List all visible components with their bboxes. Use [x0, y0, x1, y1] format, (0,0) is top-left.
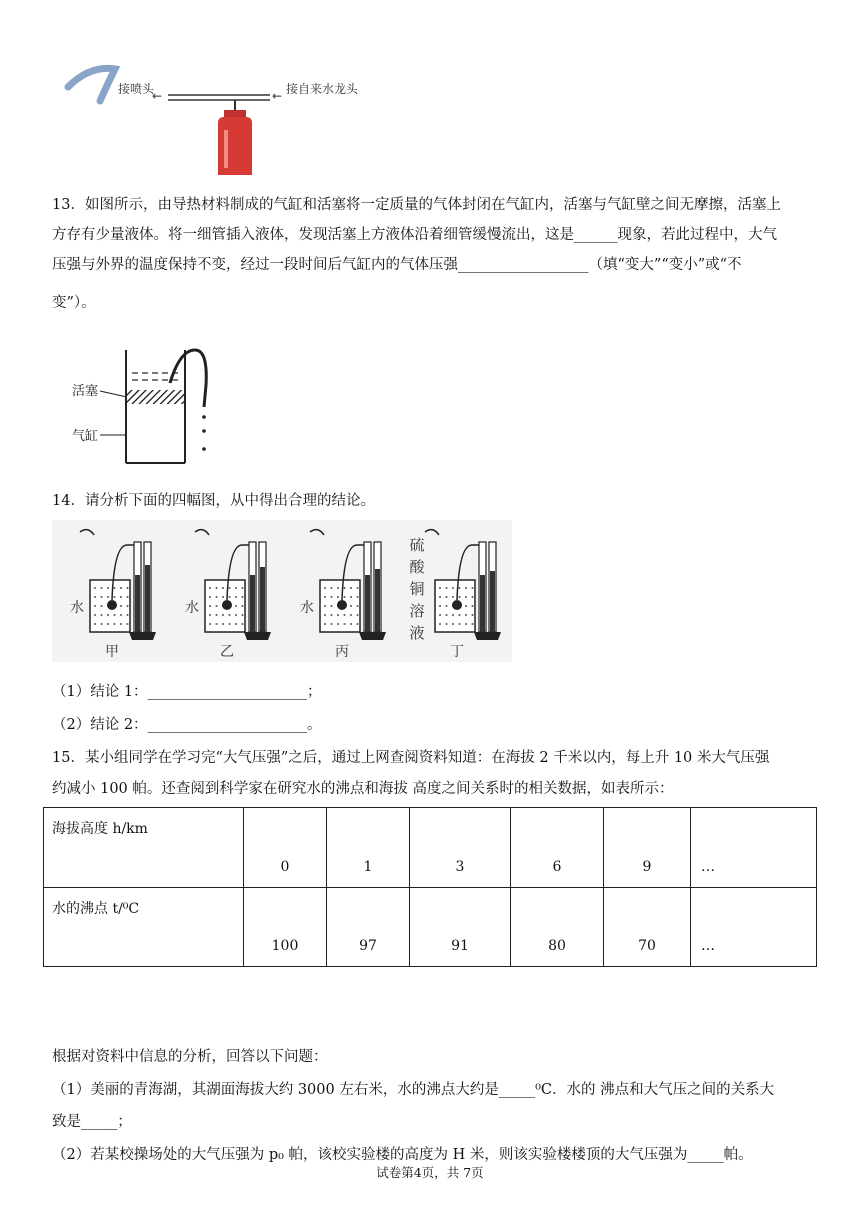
- row2-cell: …: [691, 887, 817, 967]
- row1-header: 海拔高度 h/km: [44, 808, 244, 888]
- row2-cell: 91: [410, 887, 511, 967]
- liquid-dot: [465, 596, 467, 598]
- liquid-dot: [324, 587, 326, 589]
- liquid-label-char: 铜: [409, 580, 425, 598]
- liquid-dot: [222, 587, 224, 589]
- liquid-dot: [235, 614, 237, 616]
- liquid-dot: [235, 596, 237, 598]
- manometer-fluid: [260, 567, 265, 632]
- liquid-dot: [331, 605, 333, 607]
- liquid-dot: [324, 605, 326, 607]
- liquid-dot: [472, 596, 474, 598]
- liquid-label-char: 酸: [409, 558, 425, 576]
- liquid-dot: [465, 587, 467, 589]
- manometer-fluid: [365, 575, 370, 632]
- q13-line1: 13．如图所示，由导热材料制成的气缸和活塞将一定质量的气体封闭在气缸内，活塞与气缸壁之间无摩擦，活塞上: [52, 197, 781, 213]
- liquid-dot: [452, 596, 454, 598]
- liquid-dot: [459, 623, 461, 625]
- liquid-dot: [107, 587, 109, 589]
- liquid-dot: [101, 614, 103, 616]
- row2-cell: 100: [244, 887, 327, 967]
- liquid-dot: [344, 596, 346, 598]
- liquid-dot: [472, 614, 474, 616]
- liquid-dot: [452, 623, 454, 625]
- liquid-dot: [439, 605, 441, 607]
- liquid-dot: [465, 623, 467, 625]
- liquid-dot: [350, 623, 352, 625]
- liquid-dot: [120, 623, 122, 625]
- liquid-dot: [344, 587, 346, 589]
- boiling-point-table: [43, 807, 817, 967]
- liquid-dot: [324, 596, 326, 598]
- liquid-dot: [120, 614, 122, 616]
- liquid-dot: [101, 596, 103, 598]
- q14-conclusion1: （1）结论 1：______________________；: [52, 684, 322, 700]
- liquid-dot: [465, 614, 467, 616]
- liquid-dot: [216, 587, 218, 589]
- liquid-dot: [235, 623, 237, 625]
- q15-sub1-line2: 致是_____；: [52, 1114, 132, 1130]
- liquid-dot: [452, 614, 454, 616]
- liquid-dot: [337, 614, 339, 616]
- liquid-dot: [357, 614, 359, 616]
- liquid-dot: [101, 623, 103, 625]
- row2-cell: 80: [511, 887, 604, 967]
- fig12-label-left: 接喷头: [118, 82, 155, 96]
- q13-line3: 压强与外界的温度保持不变，经过一段时间后气缸内的气体压强__________________（填“变大”“变小”或“不: [52, 257, 742, 273]
- liquid-dot: [120, 605, 122, 607]
- probe: [452, 600, 462, 610]
- manometer-fluid: [375, 569, 380, 632]
- row2-header: 水的沸点 t/⁰C: [44, 887, 244, 967]
- liquid-dot: [114, 587, 116, 589]
- liquid-dot: [331, 596, 333, 598]
- liquid-dot: [216, 614, 218, 616]
- liquid-dot: [446, 605, 448, 607]
- q15-line2: 约减小 100 帕。还查阅到科学家在研究水的沸点和海拔 高度之间关系时的相关数据，如表所示：: [52, 781, 674, 797]
- liquid-label-char: 硫: [409, 536, 425, 554]
- page-footer: 试卷第4页，共 7页: [376, 1165, 484, 1180]
- liquid-dot: [222, 596, 224, 598]
- liquid-dot: [127, 614, 129, 616]
- liquid-dot: [446, 587, 448, 589]
- stand: [359, 632, 386, 640]
- stand: [129, 632, 156, 640]
- liquid-dot: [101, 605, 103, 607]
- liquid-dot: [127, 605, 129, 607]
- liquid-label-char: 液: [409, 624, 425, 642]
- piston-label: 活塞: [72, 384, 99, 399]
- row1-cell: 0: [244, 808, 327, 888]
- q15-intro: 根据对资料中信息的分析，回答以下问题：: [52, 1049, 328, 1065]
- svg-text:←: ←: [272, 89, 283, 103]
- liquid-dot: [242, 623, 244, 625]
- liquid-dot: [94, 605, 96, 607]
- liquid-dot: [235, 587, 237, 589]
- q13-line4: 变”）。: [52, 295, 96, 311]
- manometer-fluid: [145, 565, 150, 632]
- liquid-dot: [459, 596, 461, 598]
- liquid-dot: [235, 605, 237, 607]
- manometer-fluid: [135, 575, 140, 632]
- row1-cell: 1: [327, 808, 410, 888]
- stand: [244, 632, 271, 640]
- row1-cell: 9: [604, 808, 691, 888]
- liquid-dot: [120, 587, 122, 589]
- liquid-dot: [127, 623, 129, 625]
- sprayer-figure: [60, 55, 359, 180]
- q13-line2: 方存有少量液体。将一细管插入液体，发现活塞上方液体沿着细管缓慢流出，这是______现象，若此过程中，大气: [52, 227, 777, 243]
- liquid-dot: [242, 587, 244, 589]
- panel-label: 丙: [335, 644, 349, 660]
- liquid-dot: [350, 587, 352, 589]
- liquid-dot: [472, 605, 474, 607]
- liquid-dot: [107, 623, 109, 625]
- liquid-label: 水: [70, 600, 84, 616]
- liquid-dot: [229, 614, 231, 616]
- liquid-dot: [242, 605, 244, 607]
- liquid-dot: [209, 605, 211, 607]
- liquid-dot: [357, 605, 359, 607]
- liquid-dot: [452, 587, 454, 589]
- liquid-dot: [229, 623, 231, 625]
- manometer-fluid: [250, 575, 255, 632]
- q15-sub2: （2）若某校操场处的大气压强为 p₀ 帕，该校实验楼的高度为 H 米，则该实验楼楼顶的大气压强为_____帕。: [52, 1147, 753, 1163]
- liquid-dot: [222, 623, 224, 625]
- q15-line1: 15．某小组同学在学习完“大气压强”之后，通过上网查阅资料知道：在海拔 2 千米以内，每上升 10 米大气压强: [52, 750, 770, 766]
- liquid-dot: [114, 596, 116, 598]
- liquid-dot: [242, 596, 244, 598]
- liquid-dot: [337, 596, 339, 598]
- liquid-dot: [344, 614, 346, 616]
- liquid-dot: [357, 596, 359, 598]
- q14-conclusion2: （2）结论 2：______________________。: [52, 717, 322, 733]
- liquid-dot: [439, 623, 441, 625]
- liquid-dot: [350, 596, 352, 598]
- liquid-dot: [209, 596, 211, 598]
- liquid-dot: [350, 605, 352, 607]
- probe: [337, 600, 347, 610]
- liquid-dot: [94, 623, 96, 625]
- probe: [222, 600, 232, 610]
- liquid-dot: [120, 596, 122, 598]
- liquid-dot: [114, 614, 116, 616]
- liquid-dot: [446, 614, 448, 616]
- liquid-dot: [209, 614, 211, 616]
- q14-title: 14．请分析下面的四幅图，从中得出合理的结论。: [52, 493, 375, 509]
- liquid-dot: [222, 614, 224, 616]
- cylinder-label: 气缸: [72, 429, 99, 444]
- liquid-dot: [127, 587, 129, 589]
- liquid-dot: [331, 614, 333, 616]
- q15-sub1-line1: （1）美丽的青海湖，其湖面海拔大约 3000 左右米，水的沸点大约是_____⁰C．水的 沸点和大气压之间的关系大: [52, 1082, 775, 1098]
- liquid-dot: [107, 614, 109, 616]
- table-row: [44, 887, 817, 967]
- liquid-dot: [446, 623, 448, 625]
- liquid-dot: [114, 623, 116, 625]
- liquid-dot: [324, 614, 326, 616]
- manometer-fluid: [480, 575, 485, 632]
- liquid-dot: [216, 623, 218, 625]
- liquid-dot: [337, 587, 339, 589]
- liquid-dot: [472, 623, 474, 625]
- svg-text:←: ←: [152, 89, 163, 103]
- liquid-dot: [350, 614, 352, 616]
- liquid-dot: [107, 596, 109, 598]
- liquid-dot: [331, 587, 333, 589]
- panel-label: 丁: [450, 644, 464, 660]
- liquid-dot: [216, 605, 218, 607]
- liquid-dot: [101, 587, 103, 589]
- liquid-dot: [229, 587, 231, 589]
- liquid-dot: [324, 623, 326, 625]
- stand: [474, 632, 501, 640]
- liquid-dot: [209, 587, 211, 589]
- liquid-dot: [459, 587, 461, 589]
- row1-cell: 3: [410, 808, 511, 888]
- liquid-dot: [94, 587, 96, 589]
- row2-cell: 97: [327, 887, 410, 967]
- liquid-label-char: 溶: [409, 602, 425, 620]
- row1-cell: 6: [511, 808, 604, 888]
- liquid-dot: [127, 596, 129, 598]
- liquid-dot: [94, 614, 96, 616]
- liquid-label: 水: [185, 600, 199, 616]
- row1-cell: …: [691, 808, 817, 888]
- fig12-label-right: 接自来水龙头: [286, 82, 359, 96]
- probe: [107, 600, 117, 610]
- liquid-dot: [229, 596, 231, 598]
- liquid-dot: [94, 596, 96, 598]
- panel-label: 甲: [105, 644, 119, 660]
- liquid-dot: [472, 587, 474, 589]
- liquid-dot: [446, 596, 448, 598]
- liquid-dot: [337, 623, 339, 625]
- liquid-dot: [439, 587, 441, 589]
- liquid-dot: [439, 596, 441, 598]
- liquid-dot: [439, 614, 441, 616]
- liquid-dot: [459, 614, 461, 616]
- panel-label: 乙: [220, 644, 234, 660]
- liquid-dot: [357, 587, 359, 589]
- liquid-label: 水: [300, 600, 314, 616]
- liquid-dot: [242, 614, 244, 616]
- liquid-dot: [216, 596, 218, 598]
- liquid-dot: [331, 623, 333, 625]
- table-row: [44, 808, 817, 888]
- manometer-fluid: [490, 571, 495, 632]
- liquid-dot: [344, 623, 346, 625]
- pressure-gauge-figure: [52, 520, 512, 662]
- liquid-dot: [465, 605, 467, 607]
- liquid-dot: [357, 623, 359, 625]
- cylinder-figure: [70, 345, 230, 470]
- row2-cell: 70: [604, 887, 691, 967]
- liquid-dot: [209, 623, 211, 625]
